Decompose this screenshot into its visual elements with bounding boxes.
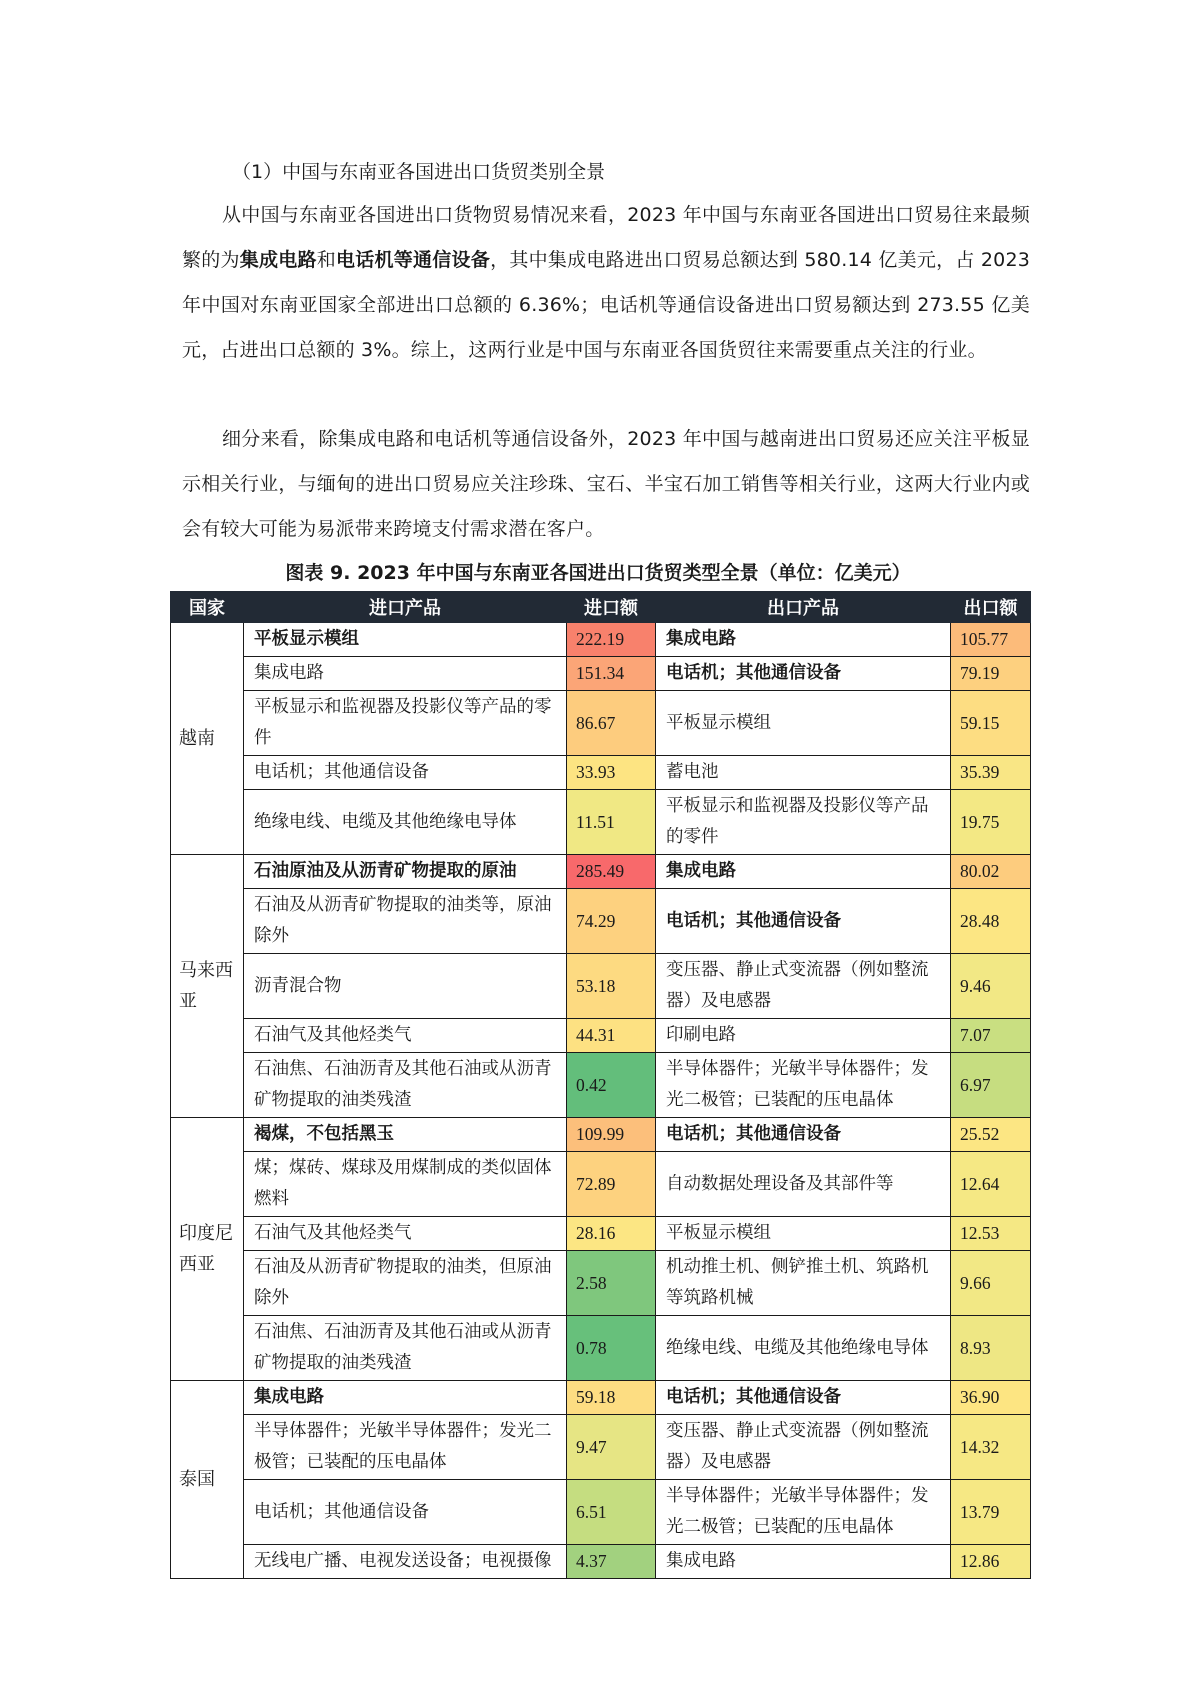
table-caption: 图表 9. 2023 年中国与东南亚各国进出口货贸类型全景（单位：亿美元） — [285, 562, 911, 584]
export-product-cell: 自动数据处理设备及其部件等 — [656, 1152, 951, 1217]
import-value-cell: 72.89 — [567, 1152, 656, 1217]
import-product-cell: 绝缘电线、电缆及其他绝缘电导体 — [244, 790, 567, 855]
table-row — [171, 790, 1031, 855]
import-product-cell: 石油气及其他烃类气 — [244, 1217, 567, 1251]
import-value-cell: 6.51 — [567, 1480, 656, 1545]
header-import-product: 进口产品 — [244, 592, 567, 623]
trade-table — [170, 591, 1031, 1579]
export-value-cell: 9.66 — [951, 1251, 1031, 1316]
export-value-cell: 7.07 — [951, 1019, 1031, 1053]
export-product-cell: 机动推土机、侧铲推土机、筑路机等筑路机械 — [656, 1251, 951, 1316]
header-country: 国家 — [171, 592, 244, 623]
paragraph-text: 和 — [316, 249, 337, 271]
import-value-cell: 151.34 — [567, 657, 656, 691]
import-product-cell: 沥青混合物 — [244, 954, 567, 1019]
import-product-cell: 平板显示模组 — [244, 623, 567, 657]
table-row — [171, 691, 1031, 756]
import-product-cell: 无线电广播、电视发送设备；电视摄像 — [244, 1545, 567, 1579]
export-value-cell: 12.53 — [951, 1217, 1031, 1251]
export-product-cell: 平板显示模组 — [656, 1217, 951, 1251]
import-value-cell: 11.51 — [567, 790, 656, 855]
table-row — [171, 1251, 1031, 1316]
paragraph-overview — [182, 193, 1030, 373]
export-product-cell: 电话机；其他通信设备 — [656, 1118, 951, 1152]
export-product-cell: 半导体器件；光敏半导体器件；发光二极管；已装配的压电晶体 — [656, 1053, 951, 1118]
highlight-integrated-circuits: 集成电路 — [239, 249, 317, 271]
import-value-cell: 59.18 — [567, 1381, 656, 1415]
export-value-cell: 79.19 — [951, 657, 1031, 691]
highlight-telecom-equipment: 电话机等通信设备 — [336, 249, 491, 271]
import-value-cell: 222.19 — [567, 623, 656, 657]
paragraph-text: ，其中集成电路进出口贸易总额达到 580.14 亿美元，占 2023 年中国对东南亚国家全部进出口总额的 6.36%；电话机等通信设备进出口贸易额达到 273.55 亿美元，占进出口总额的 3%。综上，这两行业是中国与东南亚各国货贸往来需要重点关注的行业。 — [182, 249, 1031, 361]
table-row — [171, 623, 1031, 657]
export-value-cell: 8.93 — [951, 1316, 1031, 1381]
country-cell: 印度尼西亚 — [171, 1118, 244, 1381]
import-product-cell: 半导体器件；光敏半导体器件；发光二极管；已装配的压电晶体 — [244, 1415, 567, 1480]
export-value-cell: 14.32 — [951, 1415, 1031, 1480]
table-row — [171, 657, 1031, 691]
table-header-row — [171, 592, 1031, 623]
export-product-cell: 电话机；其他通信设备 — [656, 657, 951, 691]
section-heading: （1）中国与东南亚各国进出口货贸类别全景 — [232, 161, 606, 183]
import-product-cell: 石油焦、石油沥青及其他石油或从沥青矿物提取的油类残渣 — [244, 1316, 567, 1381]
import-product-cell: 煤；煤砖、煤球及用煤制成的类似固体燃料 — [244, 1152, 567, 1217]
header-export-product: 出口产品 — [656, 592, 951, 623]
export-product-cell: 平板显示和监视器及投影仪等产品的零件 — [656, 790, 951, 855]
country-cell: 马来西亚 — [171, 855, 244, 1118]
import-product-cell: 集成电路 — [244, 1381, 567, 1415]
export-value-cell: 6.97 — [951, 1053, 1031, 1118]
export-value-cell: 25.52 — [951, 1118, 1031, 1152]
table-row — [171, 954, 1031, 1019]
import-product-cell: 石油焦、石油沥青及其他石油或从沥青矿物提取的油类残渣 — [244, 1053, 567, 1118]
header-export-value: 出口额 — [951, 592, 1031, 623]
export-product-cell: 印刷电路 — [656, 1019, 951, 1053]
table-row — [171, 1053, 1031, 1118]
export-product-cell: 集成电路 — [656, 623, 951, 657]
table-row — [171, 1415, 1031, 1480]
import-product-cell: 石油及从沥青矿物提取的油类，但原油除外 — [244, 1251, 567, 1316]
paragraph-detail: 细分来看，除集成电路和电话机等通信设备外，2023 年中国与越南进出口贸易还应关注平板显示相关行业，与缅甸的进出口贸易应关注珍珠、宝石、半宝石加工销售等相关行业，这两大行业内或会有较大可能为易派带来跨境支付需求潜在客户。 — [182, 428, 1030, 540]
import-value-cell: 53.18 — [567, 954, 656, 1019]
import-value-cell: 28.16 — [567, 1217, 656, 1251]
export-value-cell: 105.77 — [951, 623, 1031, 657]
import-value-cell: 44.31 — [567, 1019, 656, 1053]
export-value-cell: 9.46 — [951, 954, 1031, 1019]
table-row — [171, 1019, 1031, 1053]
import-value-cell: 0.42 — [567, 1053, 656, 1118]
table-row — [171, 1381, 1031, 1415]
export-value-cell: 35.39 — [951, 756, 1031, 790]
export-product-cell: 半导体器件；光敏半导体器件；发光二极管；已装配的压电晶体 — [656, 1480, 951, 1545]
import-product-cell: 石油气及其他烃类气 — [244, 1019, 567, 1053]
country-cell: 越南 — [171, 623, 244, 855]
import-value-cell: 86.67 — [567, 691, 656, 756]
import-value-cell: 285.49 — [567, 855, 656, 889]
import-product-cell: 集成电路 — [244, 657, 567, 691]
table-row — [171, 1545, 1031, 1579]
export-product-cell: 电话机；其他通信设备 — [656, 889, 951, 954]
export-value-cell: 36.90 — [951, 1381, 1031, 1415]
table-row — [171, 756, 1031, 790]
import-value-cell: 9.47 — [567, 1415, 656, 1480]
export-value-cell: 12.86 — [951, 1545, 1031, 1579]
export-value-cell: 28.48 — [951, 889, 1031, 954]
table-row — [171, 1480, 1031, 1545]
export-value-cell: 12.64 — [951, 1152, 1031, 1217]
import-product-cell: 平板显示和监视器及投影仪等产品的零件 — [244, 691, 567, 756]
import-value-cell: 74.29 — [567, 889, 656, 954]
export-product-cell: 变压器、静止式变流器（例如整流器）及电感器 — [656, 954, 951, 1019]
table-row — [171, 1118, 1031, 1152]
table-row — [171, 1217, 1031, 1251]
country-cell: 泰国 — [171, 1381, 244, 1579]
import-value-cell: 0.78 — [567, 1316, 656, 1381]
table-row — [171, 1316, 1031, 1381]
import-product-cell: 石油原油及从沥青矿物提取的原油 — [244, 855, 567, 889]
export-value-cell: 80.02 — [951, 855, 1031, 889]
import-value-cell: 4.37 — [567, 1545, 656, 1579]
export-product-cell: 电话机；其他通信设备 — [656, 1381, 951, 1415]
header-import-value: 进口额 — [567, 592, 656, 623]
table-row — [171, 1152, 1031, 1217]
export-product-cell: 变压器、静止式变流器（例如整流器）及电感器 — [656, 1415, 951, 1480]
table-row — [171, 889, 1031, 954]
import-product-cell: 电话机；其他通信设备 — [244, 1480, 567, 1545]
export-value-cell: 19.75 — [951, 790, 1031, 855]
import-value-cell: 2.58 — [567, 1251, 656, 1316]
export-value-cell: 13.79 — [951, 1480, 1031, 1545]
table-body — [171, 623, 1031, 1579]
import-product-cell: 电话机；其他通信设备 — [244, 756, 567, 790]
export-product-cell: 集成电路 — [656, 1545, 951, 1579]
export-product-cell: 平板显示模组 — [656, 691, 951, 756]
import-value-cell: 109.99 — [567, 1118, 656, 1152]
import-product-cell: 石油及从沥青矿物提取的油类等，原油除外 — [244, 889, 567, 954]
export-value-cell: 59.15 — [951, 691, 1031, 756]
export-product-cell: 绝缘电线、电缆及其他绝缘电导体 — [656, 1316, 951, 1381]
table-row — [171, 855, 1031, 889]
import-product-cell: 褐煤，不包括黑玉 — [244, 1118, 567, 1152]
import-value-cell: 33.93 — [567, 756, 656, 790]
export-product-cell: 蓄电池 — [656, 756, 951, 790]
export-product-cell: 集成电路 — [656, 855, 951, 889]
paragraph-text: 从中国与东南亚各国进出口货物贸易情况来看，2023 年中国与东南亚各国进出口贸易往来最频繁的为 — [182, 204, 1030, 271]
